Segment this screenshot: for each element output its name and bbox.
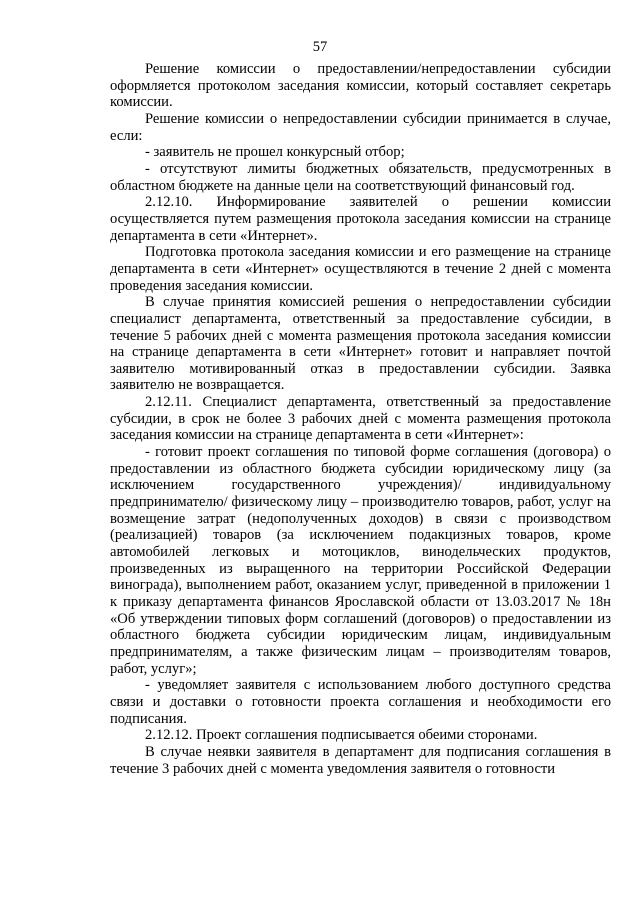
list-item: - уведомляет заявителя с использованием любого доступного средства связи и доставки о готовности проекта соглашения и необходимости его подписания. xyxy=(110,677,611,727)
paragraph: 2.12.11. Специалист департамента, ответственный за предоставление субсидии, в срок не более 3 рабочих дней с момента размещения протокола заседания комиссии на странице департамента в сети «Интернет»: xyxy=(110,394,611,444)
list-item: - заявитель не прошел конкурсный отбор; xyxy=(145,144,405,161)
paragraph: 2.12.10. Информирование заявителей о решении комиссии осуществляется путем размещения протокола заседания комиссии на странице департамента в сети «Интернет». xyxy=(110,194,611,244)
page-number: 57 xyxy=(312,39,328,55)
paragraph: Решение комиссии о непредоставлении субсидии принимается в случае, если: xyxy=(110,110,611,144)
list-item: - отсутствуют лимиты бюджетных обязательств, предусмотренных в областном бюджете на данные цели на соответствующий финансовый год. xyxy=(110,160,611,194)
list-item: - готовит проект соглашения по типовой форме соглашения (договора) о предоставлении из областного бюджета субсидии юридическому лицу (за исключением государственного учреждения)/ индивидуальному предпринимателю/ физическому лицу – производителю товаров, работ, услуг на возмещение затрат (недополученных доходов) в связи с производством (реализацией) товаров (за исключением подакцизных товаров, кроме автомобилей легковых и мотоциклов, винодельческих продуктов, произведенных из выращенного на территории Российской Федерации винограда), выполнением работ, оказанием услуг, приведенной в приложении 1 к приказу департамента финансов Ярославской области от 13.03.2017 № 18н «Об утверждении типовых форм соглашений (договоров) о предоставлении из областного бюджета субсидии юридическим лицам, индивидуальным предпринимателям, а также физическим лицам – производителям товаров, работ, услуг»; xyxy=(110,444,611,677)
body-text xyxy=(110,61,611,777)
paragraph: В случае неявки заявителя в департамент для подписания соглашения в течение 3 рабочих дней с момента уведомления заявителя о готовности xyxy=(110,743,611,777)
paragraph: Подготовка протокола заседания комиссии и его размещение на странице департамента в сети «Интернет» осуществляются в течение 2 дней с момента проведения заседания комиссии. xyxy=(110,244,611,294)
paragraph: Решение комиссии о предоставлении/непредоставлении субсидии оформляется протоколом заседания комиссии, который составляет секретарь комиссии. xyxy=(110,61,611,111)
paragraph: 2.12.12. Проект соглашения подписывается обеими сторонами. xyxy=(145,727,538,744)
paragraph: В случае принятия комиссией решения о непредоставлении субсидии специалист департамента, ответственный за предоставление субсидии, в течение 5 рабочих дней с момента размещения протокола заседания комиссии на странице департамента в сети «Интернет» готовит и направляет почтой заявителю мотивированный отказ в предоставлении субсидии. Заявка заявителю не возвращается. xyxy=(110,294,611,394)
